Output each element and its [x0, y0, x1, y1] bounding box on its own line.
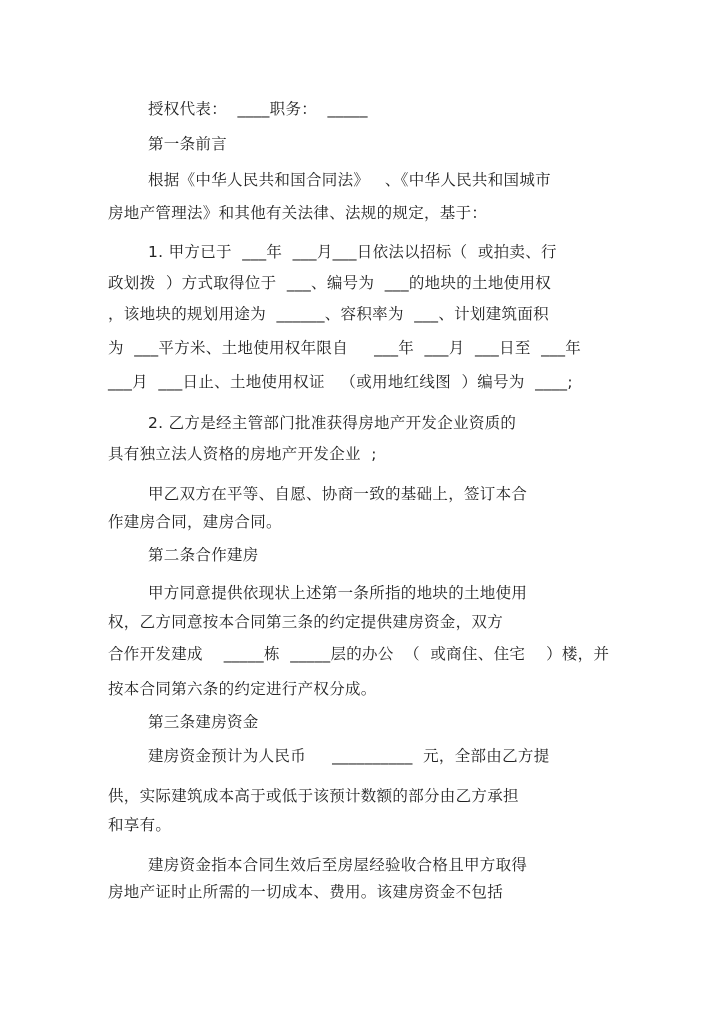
text-line: 和享有。: [108, 816, 172, 834]
text-line: 按本合同第六条的约定进行产权分成。: [108, 680, 377, 698]
text-line: 甲方同意提供依现状上述第一条所指的地块的土地使用: [148, 584, 528, 602]
text-line: 权，乙方同意按本合同第三条的约定提供建房资金，双方: [108, 613, 504, 631]
text-line: 建房资金指本合同生效后至房屋经验收合格且甲方取得: [148, 856, 528, 874]
text-line: 房地产证时止所需的一切成本、费用。该建房资金不包括: [108, 883, 504, 901]
section-heading: 第二条合作建房: [148, 546, 259, 564]
text-line: 政划拨 ）方式取得位于 ___、编号为 ___的地块的土地使用权: [108, 274, 552, 292]
text-line: 1. 甲方已于 ___年 ___月___日依法以招标（ 或拍卖、行: [148, 243, 557, 261]
section-heading: 第一条前言: [148, 135, 228, 153]
text-line: 具有独立法人资格的房地产开发企业 ;: [108, 445, 377, 463]
text-line: 为 ___平方米、土地使用权年限自 ___年 ___月 ___日至 ___年: [108, 339, 582, 357]
text-line: ，该地块的规划用途为 ______、容积率为 ___、计划建筑面积: [108, 305, 549, 323]
text-line: 授权代表： ____职务： _____: [148, 100, 368, 118]
text-line: 甲乙双方在平等、自愿、协商一致的基础上，签订本合: [148, 485, 528, 503]
text-line: 合作开发建成 _____栋 _____层的办公 （ 或商住、住宅 ）楼，并: [108, 645, 610, 663]
text-line: 2. 乙方是经主管部门批准获得房地产开发企业资质的: [148, 414, 517, 432]
text-line: 根据《中华人民共和国合同法》 、《中华人民共和国城市: [148, 171, 551, 189]
text-line: 作建房合同，建房合同。: [108, 513, 282, 531]
text-line: 建房资金预计为人民币 __________ 元，全部由乙方提: [148, 747, 550, 765]
text-line: 房地产管理法》和其他有关法律、法规的规定，基于：: [108, 204, 488, 222]
text-line: 供，实际建筑成本高于或低于该预计数额的部分由乙方承担: [108, 787, 519, 805]
text-line: ___月 ___日止、土地使用权证 （或用地红线图 ）编号为 ____;: [108, 373, 573, 391]
section-heading: 第三条建房资金: [148, 713, 259, 731]
